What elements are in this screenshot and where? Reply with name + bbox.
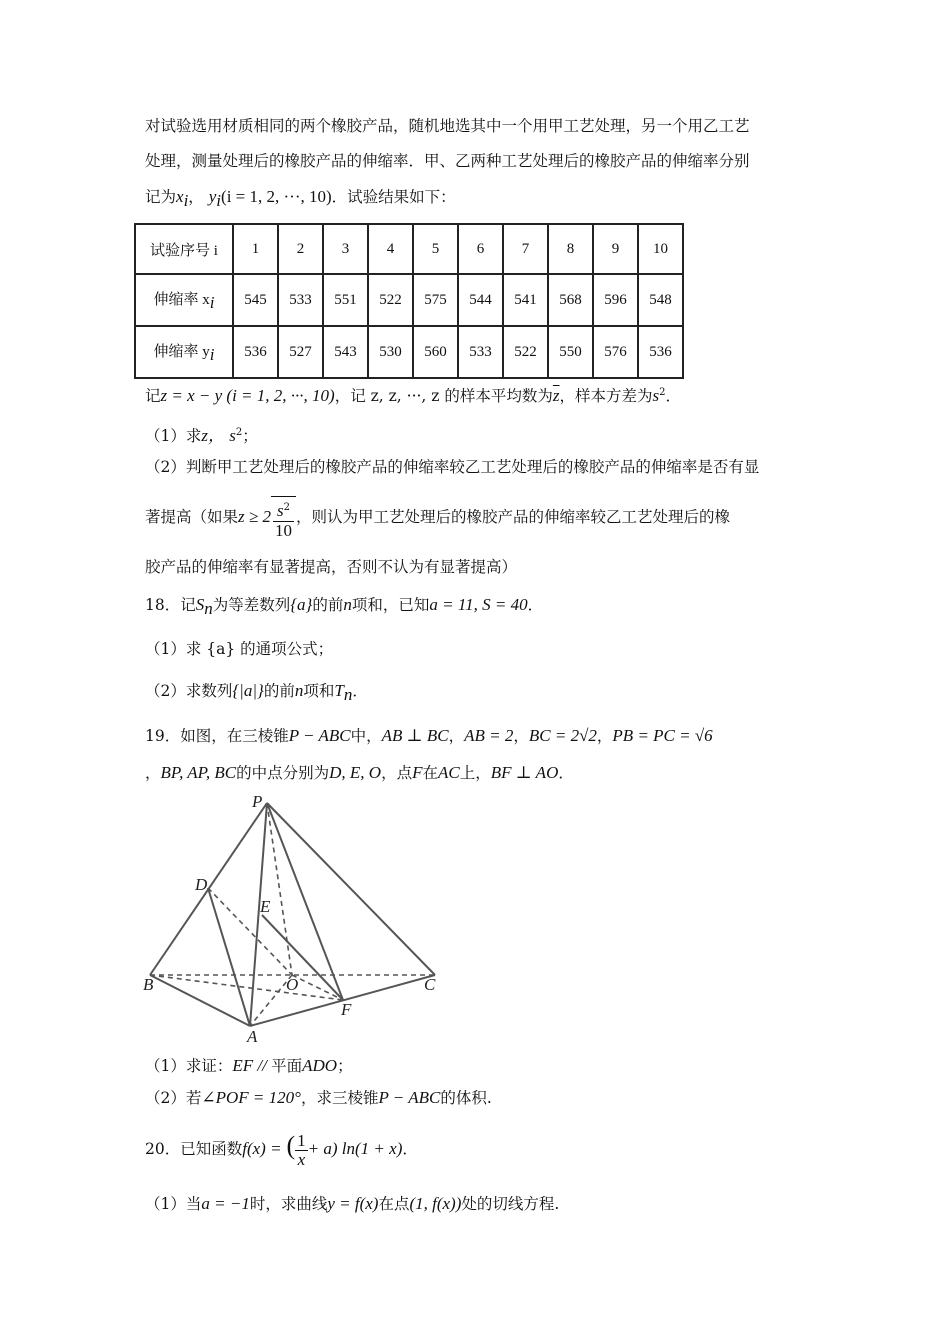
table-cell: 544 [458, 274, 503, 326]
table-cell: 548 [638, 274, 683, 326]
table-cell: 545 [233, 274, 278, 326]
q19-stem-line1: 19．如图，在三棱锥P − ABC中，AB ⊥ BC，AB = 2，BC = 2√2，PB = PC = √6 [145, 726, 713, 745]
intro-text: 记为 [145, 188, 177, 206]
table-cell: 522 [368, 274, 413, 326]
table-cell: 527 [278, 326, 323, 378]
results-table [134, 223, 684, 379]
table-header-label: 试验序号 i [135, 224, 233, 274]
index-range: (i = 1, 2, ···, 10) [221, 187, 332, 206]
var-x: x [176, 187, 184, 206]
label-e: E [260, 897, 271, 916]
table-cell: 550 [548, 326, 593, 378]
table-cell: 596 [593, 274, 638, 326]
edge-ba [150, 975, 250, 1026]
edge-pc [267, 803, 435, 975]
table-cell: 530 [368, 326, 413, 378]
label-a: A [247, 1027, 258, 1046]
label-d: D [195, 875, 208, 894]
intro-line-2: 处理，测量处理后的橡胶产品的伸缩率．甲、乙两种工艺处理后的橡胶产品的伸缩率分别 [145, 152, 750, 170]
table-cell: 10 [638, 224, 683, 274]
q19-stem-line2: ，BP, AP, BC的中点分别为D, E, O，点F在AC上，BF ⊥ AO． [145, 763, 574, 782]
q18-part1: （1）求 {a} 的通项公式； [145, 640, 334, 658]
z-definition: 记z = x − y (i = 1, 2, ···, 10)，记 z, z, ···, z 的样本平均数为$\overline{z}$，样本方差为$s^2$． [145, 386, 682, 406]
table-cell: 536 [638, 326, 683, 378]
table-cell: 575 [413, 274, 458, 326]
table-cell: 4 [368, 224, 413, 274]
table-cell: 551 [323, 274, 368, 326]
table-cell: 9 [593, 224, 638, 274]
table-cell: 533 [278, 274, 323, 326]
edge-bf [150, 975, 343, 1000]
table-row-label-y: 伸缩率 $y_i$ [135, 326, 233, 378]
table-cell: 7 [503, 224, 548, 274]
q19-part2: （2）若∠POF = 120°，求三棱锥P − ABC的体积. [145, 1088, 492, 1107]
table-cell: 543 [323, 326, 368, 378]
edge-ef [262, 915, 343, 1000]
q19-part1: （1）求证：EF // 平面ADO； [145, 1056, 353, 1075]
table-cell: 6 [458, 224, 503, 274]
q17-part2-line3: 胶产品的伸缩率有显著提高，否则不认为有显著提高） [145, 558, 518, 576]
table-row-label-x: 伸缩率 $x_i$ [135, 274, 233, 326]
sep: ， [188, 188, 204, 206]
q20-stem: 20．已知函数f(x) = ( $\frac{1}{x}$ + a) ln(1 + x)． [145, 1130, 418, 1169]
label-o: O [286, 975, 299, 994]
table-cell: 560 [413, 326, 458, 378]
table-cell: 1 [233, 224, 278, 274]
table-cell: 5 [413, 224, 458, 274]
intro-line-3: 记为$x_i$， $y_i(i = 1$, 2, ···, 10)．试验结果如下： [145, 187, 456, 211]
var-y: y [208, 187, 217, 206]
intro-suffix: ．试验结果如下： [331, 188, 456, 206]
q17-part2-line1: （2）判断甲工艺处理后的橡胶产品的伸缩率较乙工艺处理后的橡胶产品的伸缩率是否有显 [145, 458, 760, 476]
q17-part1: （1）求z， $s^2$； [145, 426, 258, 446]
table-cell: 541 [503, 274, 548, 326]
edge-pf [267, 803, 343, 1000]
table-cell: 576 [593, 326, 638, 378]
table-cell: 536 [233, 326, 278, 378]
table-cell: 522 [503, 326, 548, 378]
intro-line-1: 对试验选用材质相同的两个橡胶产品，随机地选其中一个用甲工艺处理，另一个用乙工艺 [145, 117, 750, 135]
table-cell: 2 [278, 224, 323, 274]
table-cell: 568 [548, 274, 593, 326]
label-c: C [424, 975, 436, 994]
table-cell: 533 [458, 326, 503, 378]
pyramid-figure [140, 790, 450, 1050]
q17-part2-line2: 著提高（如果z ≥ 2 $\frac{s^2}{10}$ ，则认为甲工艺处理后的橡胶产品的伸缩率较乙工艺处理后的橡 [145, 495, 730, 541]
q18-stem: 18．记$S_n$为等差数列{a}的前n项和，已知a = 11, S = 40． [145, 595, 544, 619]
edge-po [267, 803, 292, 975]
q20-part1: （1）当a = −1时，求曲线y = f(x)在点(1, f(x))处的切线方程. [145, 1194, 560, 1213]
table-cell: 8 [548, 224, 593, 274]
q18-part2: （2）求数列{|a|}的前n项和$T_n$． [145, 681, 368, 705]
label-b: B [143, 975, 154, 994]
label-f: F [341, 1000, 352, 1019]
label-p: P [252, 792, 263, 811]
table-cell: 3 [323, 224, 368, 274]
